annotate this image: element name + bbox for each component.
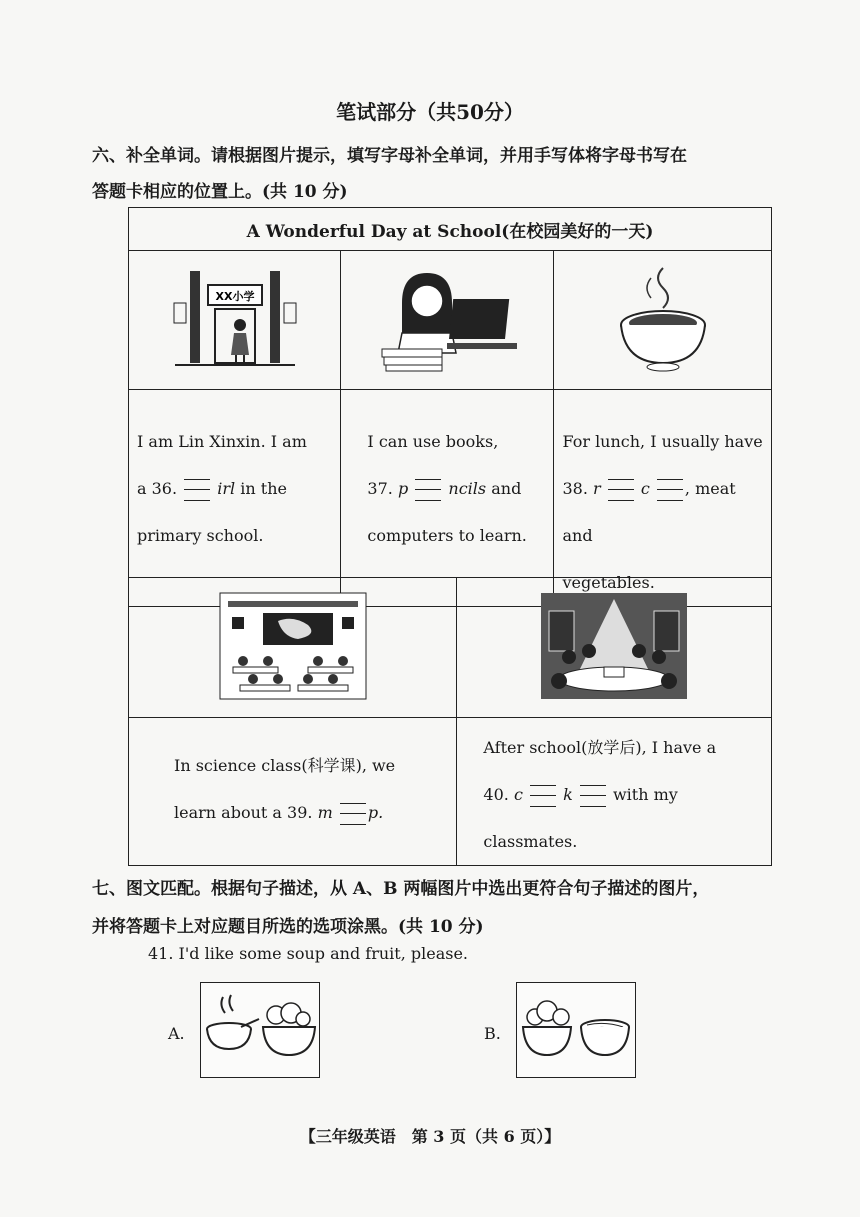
section-title: 笔试部分（共50分） (336, 100, 524, 124)
s38-line3: vegetables. (562, 573, 655, 592)
sentence-cell-37 (341, 390, 554, 607)
s40-line3: classmates. (483, 832, 578, 851)
blank-40a[interactable] (530, 785, 556, 807)
q38-letter-r: r (593, 479, 601, 498)
sentence-cell-36 (129, 390, 341, 607)
science-class-picture (129, 578, 457, 718)
option-a-label[interactable]: A. (168, 1024, 185, 1043)
s36-line3: primary school. (137, 526, 264, 545)
question-6-instruction (92, 138, 792, 210)
q38-letter-c: c (640, 479, 650, 498)
blank-38b[interactable] (657, 479, 683, 501)
rice-bowl-picture (554, 251, 772, 390)
blank-37[interactable] (415, 479, 441, 501)
s40-line1: After school(放学后), I have a (483, 738, 717, 757)
q7-line2: 并将答题卡上对应题目所选的选项涂黑。(共 10 分) (92, 917, 484, 937)
blank-38a[interactable] (608, 479, 634, 501)
option-a-picture[interactable] (200, 982, 320, 1078)
birthday-party-illustration (539, 591, 689, 701)
school-gate-illustration (170, 263, 300, 373)
q39-text: learn about a 39. (174, 803, 313, 822)
q37-number: 37. (367, 479, 393, 498)
question-7-instruction (92, 870, 792, 946)
table-caption: A Wonderful Day at School(在校园美好的一天) (129, 208, 772, 251)
s38-line1: For lunch, I usually have (562, 432, 763, 451)
q36-number: a 36. (137, 479, 178, 498)
q37-tail: and (491, 479, 522, 498)
blank-39[interactable] (340, 803, 366, 825)
fruit-and-noodles-illustration (517, 983, 635, 1077)
page-footer: 【三年级英语 第 3 页（共 6 页）】 (299, 1127, 561, 1146)
s37-line2 (367, 465, 545, 512)
s40-line2 (483, 771, 757, 818)
q38-tail: , meat and (562, 479, 736, 545)
sentence-cell-38 (554, 390, 772, 607)
q38-number: 38. (562, 479, 588, 498)
s36-line1: I am Lin Xinxin. I am (137, 432, 307, 451)
q39-letter-m: m (317, 803, 333, 822)
question-41: 41. I'd like some soup and fruit, please. (148, 944, 469, 963)
q40-number: 40. (483, 785, 509, 804)
girl-computer-picture (341, 251, 554, 390)
sentence-cell-39 (129, 718, 457, 866)
q37-letters: ncils (448, 479, 487, 498)
q7-line1: 七、图文匹配。根据句子描述，从 A、B 两幅图片中选出更符合句子描述的图片， (92, 879, 710, 899)
s38-line2 (562, 465, 763, 559)
s39-line1: In science class(科学课), we (174, 756, 396, 775)
blank-36[interactable] (184, 479, 210, 501)
blank-40b[interactable] (580, 785, 606, 807)
q37-letter-p: p (397, 479, 409, 498)
sentence-cell-40 (457, 718, 772, 866)
school-gate-picture (129, 251, 341, 390)
word-completion-table (128, 207, 772, 607)
q40-letter-k: k (563, 785, 573, 804)
q36-tail: in the (240, 479, 287, 498)
word-completion-table-2 (128, 577, 772, 866)
q6-line1: 六、补全单词。请根据图片提示，填写字母补全单词，并用手写体将字母书写在 (92, 146, 687, 166)
soup-and-fruit-illustration (201, 983, 319, 1077)
s37-line3: computers to learn. (367, 526, 527, 545)
q6-line2: 答题卡相应的位置上。(共 10 分) (92, 182, 348, 202)
option-b-picture[interactable] (516, 982, 636, 1078)
school-sign-text: XX小学 (215, 290, 255, 303)
q40-tail: with my (612, 785, 678, 804)
q36-letters: irl (217, 479, 236, 498)
girl-laptop-illustration (372, 263, 522, 373)
q40-letter-c: c (513, 785, 523, 804)
s39-line2 (174, 789, 442, 836)
s36-line2 (137, 465, 332, 512)
option-b-label[interactable]: B. (484, 1024, 501, 1043)
rice-bowl-illustration (613, 263, 713, 373)
s37-line1: I can use books, (367, 432, 499, 451)
classroom-illustration (218, 591, 368, 701)
party-picture (457, 578, 772, 718)
q39-letter-p: p. (367, 803, 384, 822)
